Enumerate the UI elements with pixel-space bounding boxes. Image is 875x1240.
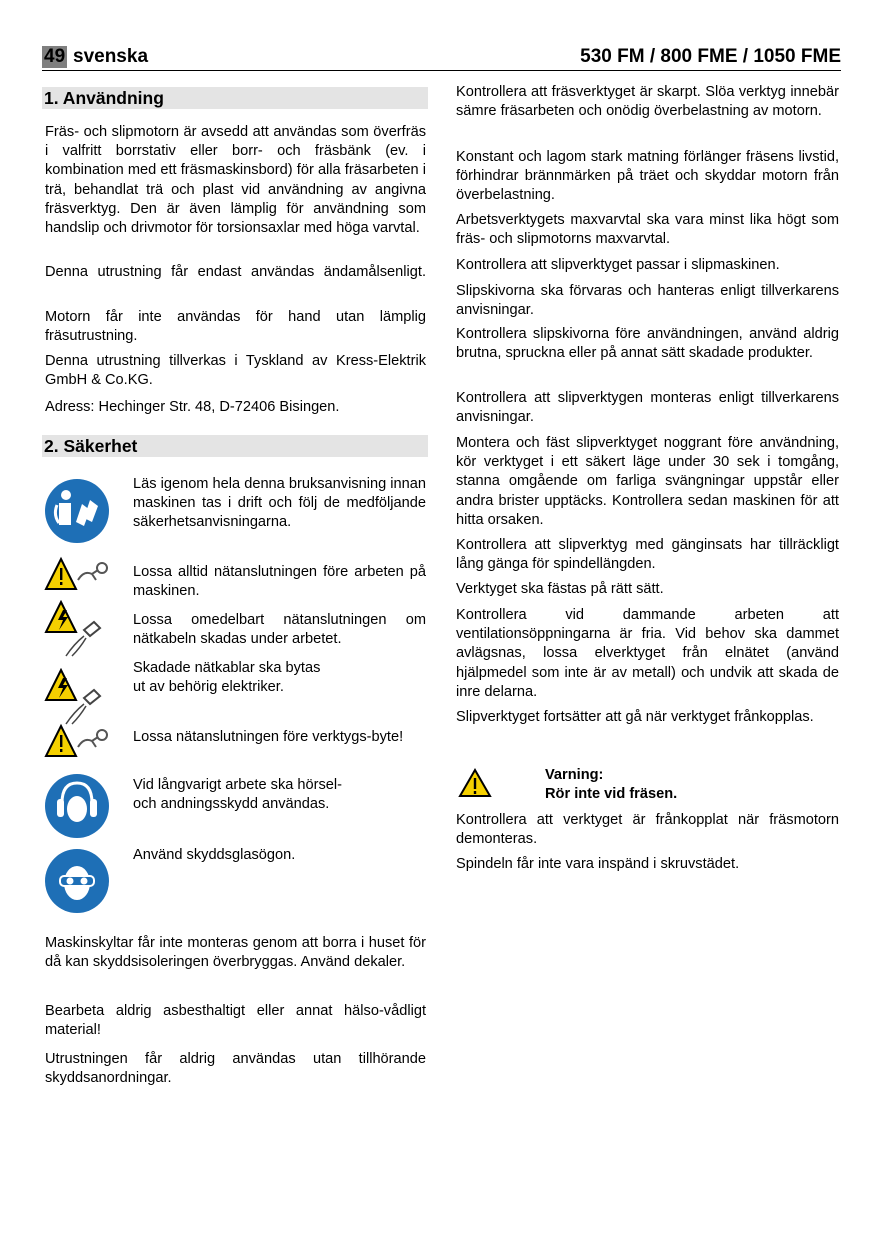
body-paragraph: Verktyget ska fästas på rätt sätt.	[456, 581, 664, 597]
body-paragraph: Kontrollera att verktyget är frånkopplat när fräsmotorn demonteras.	[456, 812, 839, 848]
usage-paragraph: Fräs- och slipmotorn är avsedd att användas som överfräs i valfritt borrstativ eller borr- och fräsbänk (ev. i kombination med ett fräsmaskinsbord) för alla fräsarbeten i trä, behandlat trä och plast vid användning av angivna fräsverktyg. Den är även lämplig för användning som handslip och drivmotor för torsionsaxlar med höga varvtal.	[45, 124, 426, 237]
safety-text-line: Vid långvarigt arbete ska hörsel-	[133, 777, 343, 793]
body-paragraph: Spindeln får inte vara inspänd i skruvstädet.	[456, 856, 740, 872]
safety-text-line: ut av behörig elektriker.	[133, 679, 284, 696]
body-paragraph: Kontrollera att slipverktyget passar i slipmaskinen.	[456, 257, 780, 273]
page-header	[42, 44, 841, 71]
usage-paragraph: Denna utrustning tillverkas i Tyskland av Kress-Elektrik GmbH & Co.KG.	[45, 353, 426, 389]
ear-protection-icon	[44, 773, 110, 839]
usage-paragraph: Motorn får inte användas för hand utan lämplig fräsutrustning.	[45, 309, 426, 345]
body-paragraph: Kontrollera att slipverktygen monteras enligt tillverkarens anvisningar.	[456, 390, 839, 426]
electric-hazard-icon	[44, 600, 114, 662]
body-paragraph: Kontrollera slipskivorna före användningen, använd aldrig brutna, spruckna eller på annat sätt skadade produkter.	[456, 326, 839, 362]
warning-unplug-icon	[44, 723, 114, 761]
language-label: svenska	[73, 46, 149, 67]
electric-hazard-icon	[44, 668, 114, 730]
body-paragraph: Kontrollera att slipverktyg med gänginsats har tillräckligt lång gänga för spindellängden.	[456, 537, 839, 573]
safety-text-unplug: Lossa alltid nätanslutningen före arbeten på maskinen.	[133, 564, 426, 600]
body-paragraph: Montera och fäst slipverktyget noggrant före användning, kör verktyget i ett säkert läge under 30 sek i tomgång, stanna omgående om farliga svängningar uppstår eller andra brister upptäcks. Kontrollera sedan maskinen för att hitta orsaken.	[456, 435, 839, 528]
safety-text-cable-replace	[133, 659, 426, 697]
warning-unplug-icon	[44, 556, 114, 594]
body-paragraph: Konstant och lagom stark matning förlänger fräsens livstid, förhindrar brännmärken på träet och skyddar motorn från överbelastning.	[456, 149, 839, 204]
safety-goggles-icon	[44, 848, 110, 914]
body-paragraph: Slipverktyget fortsätter att gå när verktyget frånkopplas.	[456, 709, 814, 725]
safety-paragraph: Bearbeta aldrig asbesthaltigt eller annat hälso-vådligt material!	[45, 1003, 426, 1039]
safety-text-tool-change: Lossa nätanslutningen före verktygs-byte!	[133, 729, 404, 745]
safety-text-hearing	[133, 776, 426, 814]
safety-paragraph: Maskinskyltar får inte monteras genom att borra i huset för då kan skyddsisoleringen överbryggas. Använd dekaler.	[45, 935, 426, 971]
warning-text: Rör inte vid fräsen.	[545, 786, 678, 802]
safety-text-cable-damage: Lossa omedelbart nätanslutningen om nätkabeln skadas under arbetet.	[133, 612, 426, 648]
safety-text-goggles: Använd skyddsglasögon.	[133, 847, 296, 863]
safety-text-read-manual: Läs igenom hela denna bruksanvisning innan maskinen tas i drift och följ de medföljande säkerhetsanvisningarna.	[133, 476, 426, 531]
model-title: 530 FM / 800 FME / 1050 FME	[580, 46, 841, 67]
warning-title: Varning:	[545, 767, 604, 783]
safety-text-line: Skadade nätkablar ska bytas	[133, 660, 321, 676]
body-paragraph: Arbetsverktygets maxvarvtal ska vara minst lika högt som fräs- och slipmotorns maxvarvtal.	[456, 212, 839, 248]
section-heading-usage: 1. Användning	[42, 87, 428, 109]
warning-icon	[458, 768, 492, 798]
body-paragraph: Kontrollera vid dammande arbeten att ventilationsöppningarna är fria. Vid behov ska dammet avlägsnas, lossa elverktyget från elnätet (använd hjälpmedel som inte är av metall) och undvik att skada de inre delarna.	[456, 607, 839, 700]
read-manual-icon	[44, 478, 110, 544]
body-paragraph: Kontrollera att fräsverktyget är skarpt. Slöa verktyg innebär sämre fräsarbeten och onödig överbelastning av motorn.	[456, 84, 839, 120]
safety-text-line: och andningsskydd användas.	[133, 796, 330, 813]
body-paragraph: Slipskivorna ska förvaras och hanteras enligt tillverkarens anvisningar.	[456, 283, 839, 319]
section-heading-safety: 2. Säkerhet	[42, 435, 428, 457]
safety-paragraph: Utrustningen får aldrig användas utan tillhörande skyddsanordningar.	[45, 1051, 426, 1087]
page-number: 49	[44, 46, 66, 67]
usage-paragraph: Adress: Hechinger Str. 48, D-72406 Bisingen.	[45, 399, 340, 415]
usage-paragraph: Denna utrustning får endast användas ändamålsenligt.	[45, 264, 426, 280]
